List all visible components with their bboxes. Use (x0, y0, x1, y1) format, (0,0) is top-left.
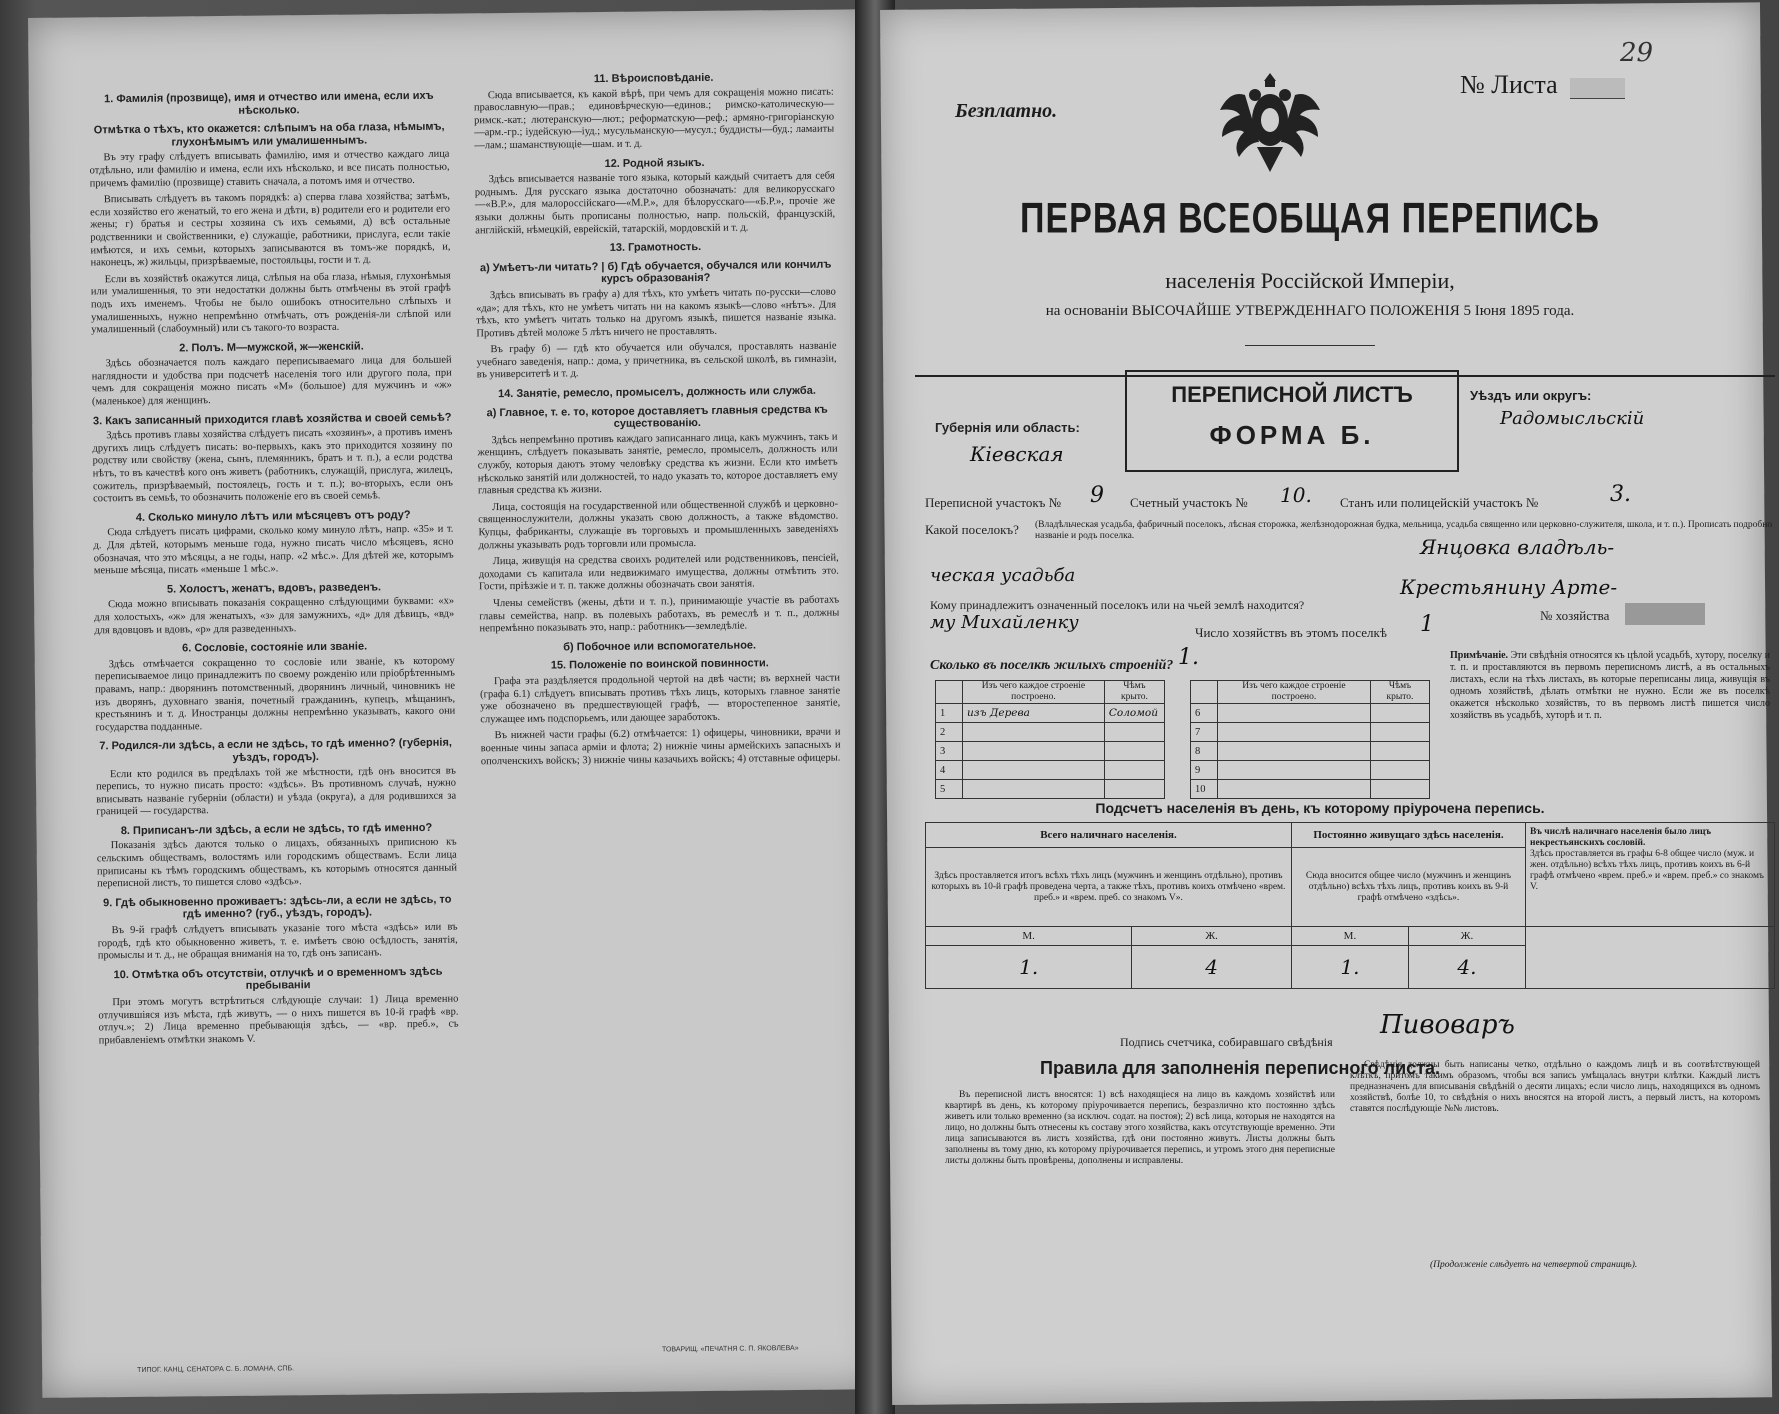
stan-value: 3. (1610, 482, 1631, 507)
resident-f-value: 4. (1408, 946, 1525, 989)
settlement-value-2: ческая усадьба (930, 565, 1076, 586)
instruction-paragraph: Здѣсь противъ главы хозяйства слѣдуетъ писать «хозяинъ», а противъ именъ другихъ лицъ слѣдуетъ писать: во-первыхъ, какъ это приходится хозяину по родству или свойству (жена, сынъ, племянникъ, братъ и т. п.), а если родства нѣтъ, то въ качествѣ кого онъ живетъ (работникъ, служащій, прислуга, жилецъ, сожитель, призрѣваемый, постоялецъ, гость и т. п.); во-вторыхъ, если онъ состоитъ въ семьѣ, то обозначить положеніе его въ своей семьѣ. (92, 426, 453, 505)
count-section-label: Счетный участокъ № (1130, 495, 1248, 510)
count-title: Подсчетъ населенія въ день, къ которому пріурочена перепись. (1095, 800, 1545, 816)
instruction-paragraph: Лица, состоящія на государственной или общественной службѣ и церковно-священнослужители, должны указать свою должность, а также вѣдомство. Купцы, фабриканты, служащіе въ торговыхъ и промышленныхъ заведеніяхъ должны указывать родъ торговли или промысла. (478, 498, 839, 551)
dwelling-row (936, 704, 1165, 723)
dwelling-row (1191, 723, 1430, 742)
dwellings-note (1450, 650, 1770, 722)
note-title: Примѣчаніе. (1450, 650, 1509, 661)
dwelling-material (963, 780, 1105, 799)
dwellings-value: 1. (1178, 645, 1199, 670)
province-value: Кіевская (970, 442, 1064, 466)
dwelling-row (1191, 780, 1430, 799)
owner-label: Кому принадлежитъ означенный поселокъ или на чьей землѣ находится? (930, 598, 1305, 612)
settlement-value-1: Янцовка владѣль- (1420, 535, 1615, 559)
nonlocal-text: Здѣсь проставляется въ графы 6-8 общее число (муж. и жен. отдѣльно) всѣхъ тѣхъ лицъ, противъ коихъ въ 6-й графѣ отмѣчено «врем. преб.» и «врем. преб.» со знакомъ V. (1530, 849, 1764, 892)
resident-text: Сюда вносится общее число (мужчинъ и женщинъ отдѣльно) всѣхъ тѣхъ лицъ, противъ коихъ въ 9-й графѣ отмѣчено «здѣсь». (1291, 848, 1525, 927)
instruction-heading: а) Умѣетъ-ли читать? | б) Гдѣ обучается, обучался или кончилъ курсъ образованія? (479, 258, 832, 286)
dwelling-roof (1104, 780, 1164, 799)
instruction-heading: 7. Родился-ли здѣсь, а если не здѣсь, то гдѣ именно? (губернія, уѣздъ, городъ). (99, 736, 452, 764)
form-title-1: ПЕРЕПИСНОЙ ЛИСТЪ (1171, 382, 1413, 407)
dwelling-material (963, 723, 1105, 742)
present-m-label: М. (926, 927, 1132, 946)
sheet-number-label: № Листа (1460, 70, 1558, 99)
resident-m-value: 1. (1291, 946, 1408, 989)
instruction-paragraph: Показанія здѣсь даются только о лицахъ, обязанныхъ приписною къ сельскимъ обществамъ, волостямъ или городскимъ обществамъ. Если лица приписаны къ тѣмъ городскимъ обществамъ, къ которымъ относятся данный переписной листъ, то пишется слово «здѣсь». (96, 837, 457, 890)
rules-column-1: Въ переписной листъ вносятся: 1) всѣ находящіеся на лицо въ каждомъ хозяйствѣ или квартирѣ въ день, къ которому пріурочивается перепись, безразлично кто постоянно здѣсь живетъ или только временно (за исключ. содат. на постоя); 2) всѣ лица, которыя не находятся на лицо, но должны быть отнесены къ составу этого хозяйства, какъ отсутствующіе временно. Эти лица записываются въ листъ хозяйства, гдѣ они постоянно живутъ. Листы должны быть заполнены въ тому дню, къ которому пріурочивается перепись, и утромъ этого дня переписные листы должны быть провѣрены, дополнены и исправлены. (945, 1090, 1335, 1166)
dwelling-number: 9 (1191, 761, 1218, 780)
dwelling-roof (1370, 742, 1429, 761)
signature-value: Пивоваръ (1380, 1010, 1515, 1040)
free-label: Безплатно. (955, 100, 1058, 122)
dwelling-material (1218, 780, 1371, 799)
printer-imprint-left: ТИПОГ. КАНЦ. СЕНАТОРА С. Б. ЛОМАНА, СПБ. (137, 1365, 295, 1374)
present-text: Здѣсь проставляется итогъ всѣхъ тѣхъ лицъ (мужчинъ и женщинъ отдѣльно), противъ которыхъ въ 10-й графѣ проведена черта, а также тѣхъ, противъ коихъ отмѣчено «врем. преб.» и «врем. преб. со знакомъ V». (926, 848, 1292, 927)
instruction-paragraph: При этомъ могутъ встрѣтиться слѣдующіе случаи: 1) Лица временно отлучившіяся изъ мѣста, гдѣ живутъ, — о нихъ пишется въ 10-й графѣ «вр. отлуч.»; 2) Лица временно пребывающія здѣсь, — «вр. преб.», съ прибавленіемъ отмѣтки знакомъ V. (98, 993, 459, 1047)
census-title: ПЕРВАЯ ВСЕОБЩАЯ ПЕРЕПИСЬ (1020, 195, 1600, 243)
count-section-value: 10. (1280, 483, 1312, 507)
dwelling-number: 1 (936, 704, 963, 723)
dwelling-number: 4 (936, 761, 963, 780)
instruction-paragraph: Въ графу б) — гдѣ кто обучается или обучался, проставлять названіе учебнаго заведенія, напр.: дома, у причетника, въ сельской школѣ, въ гимназіи, въ университетѣ и т. д. (476, 340, 837, 381)
dwelling-material (1218, 704, 1371, 723)
dwelling-number: 5 (936, 780, 963, 799)
dwelling-material (963, 742, 1105, 761)
dwelling-number: 10 (1191, 780, 1218, 799)
dwelling-row (936, 761, 1165, 780)
instruction-heading: 5. Холостъ, женатъ, вдовъ, разведенъ. (166, 581, 382, 596)
dwelling-roof (1104, 723, 1164, 742)
dwellings-table-right (1190, 680, 1430, 799)
household-no-label: № хозяйства (1540, 608, 1610, 623)
instruction-heading: 11. Вѣроисповѣданіе. (593, 71, 714, 86)
province-label: Губернія или область: (935, 420, 1080, 435)
instruction-heading: 6. Сословіе, состояніе или званіе. (182, 640, 368, 655)
dw-col-material-2: Изъ чего каждое строеніе построено. (1218, 681, 1371, 704)
sheet-number-field (1570, 78, 1625, 99)
instruction-heading: 1. Фамилія (прозвище), имя и отчество или имена, если ихъ нѣсколько. (104, 89, 434, 117)
census-basis: на основаніи ВЫСОЧАЙШЕ УТВЕРЖДЕННАГО ПОЛОЖЕНІЯ 5 Іюня 1895 года. (1045, 303, 1575, 319)
population-count-table (925, 822, 1775, 989)
dw-col-material: Изъ чего каждое строеніе построено. (963, 681, 1105, 704)
dwelling-row (936, 780, 1165, 799)
instruction-paragraph: Сюда вписывается, къ какой вѣрѣ, при чемъ для сокращенія можно писать: православную—прав.; единовѣрческую—единов.; римско-католическую—римск.-кат.; лютеранскую—лют.; реформатскую—реф.; армяно-григоріанскую—арм.-гр.; іудейскую—іуд.; мусульманскую—мусул.; буддисты—буд.; ламаиты—лам.; шаманствующіе—шам. и т. д. (473, 86, 835, 152)
instruction-paragraph: Сюда можно вписывать показанія сокращенно слѣдующими буквами: «х» для холостыхъ, «ж» для женатыхъ, «з» для замужнихъ, «д» для дѣвицъ, «вд» для вдовцовъ и вдовъ, «р» для разведенныхъ. (94, 595, 455, 636)
instruction-paragraph: Здѣсь обозначается полъ каждаго переписываемаго лица для большей наглядности и удобства при подсчетѣ населенія того или другого пола, при чемъ для сокращенія можно писать «М» (большое) для мужчинъ и «ж» (маленькое) для женщинъ. (91, 354, 452, 408)
dw-col-roof: Чѣмъ крыто. (1104, 681, 1164, 704)
household-no-redaction (1625, 603, 1705, 625)
dwelling-roof (1104, 742, 1164, 761)
dwelling-roof (1370, 780, 1429, 799)
dwelling-material (1218, 723, 1371, 742)
divider (1245, 345, 1375, 346)
households-label: Число хозяйствъ въ этомъ поселкѣ (1195, 625, 1387, 640)
instruction-heading: 10. Отмѣтка объ отсутствіи, отлучкѣ и о временномъ здѣсь пребываніи (113, 965, 443, 993)
imperial-eagle-emblem (1215, 65, 1325, 180)
instruction-heading: 12. Родной языкъ. (604, 156, 705, 170)
dwelling-row (936, 742, 1165, 761)
instruction-paragraph: Здѣсь вписывается названіе того языка, который каждый считаетъ для себя роднымъ. Для русскаго языка достаточно обозначать: для великорусскаго—«В.Р.», для малороссійскаго—«М.Р.», для бѣлорусскаго—«Б.Р.», прочіе же языки должны быть прописаны полностью, напр. польскій, французскій, англійскій, нѣмецкій, еврейскій, татарскій, мордовскій и т. д. (474, 170, 836, 236)
instruction-paragraph: Въ 9-й графѣ слѣдуетъ вписывать указаніе того мѣста «здѣсь» или въ городѣ, гдѣ кто обыкновенно живетъ, т. е. имѣетъ свою осѣдлость, занятія, промыслы и т. д., не обращая вниманія на то, гдѣ онъ записанъ. (97, 921, 458, 962)
instruction-paragraph: Въ нижней части графы (6.2) отмѣчается: 1) офицеры, чиновники, врачи и военные чины запаса арміи и флота; 2) нижніе чины армейскихъ запасныхъ и ополченскихъ войскъ; 3) нижніе чины казачьихъ войскъ; 4) отставные офицеры. (480, 726, 841, 767)
rules-title: Правила для заполненія переписного листа. (1040, 1058, 1441, 1078)
owner-value-2: му Михайленку (930, 612, 1079, 633)
dwelling-roof (1370, 761, 1429, 780)
dwelling-number: 8 (1191, 742, 1218, 761)
left-page (28, 9, 882, 1398)
resident-title: Постоянно живущаго здѣсь населенія. (1291, 823, 1525, 848)
present-title: Всего наличнаго населенія. (926, 823, 1292, 848)
instruction-heading: 4. Сколько минуло лѣтъ или мѣсяцевъ отъ роду? (135, 508, 411, 524)
dwelling-row (1191, 704, 1430, 723)
instruction-heading: а) Главное, т. е. то, которое доставляетъ главныя средства къ существованію. (486, 403, 828, 431)
dwelling-row (936, 723, 1165, 742)
settlement-note: (Владѣльческая усадьба, фабричный поселокъ, лѣсная сторожка, желѣзнодорожная будка, мельница, усадьба священно или церковно-служителя, школа, и т. п.). Прописать подробно названіе и родъ поселка. (1035, 520, 1773, 541)
stan-label: Станъ или полицейскій участокъ № (1340, 495, 1539, 510)
dwellings-label: Сколько въ поселкѣ жилыхъ строеній? (930, 658, 1174, 673)
dwellings-table-left (935, 680, 1165, 799)
census-subtitle: населенія Россійской Имперіи, (1165, 268, 1455, 293)
instruction-heading: 9. Гдѣ обыкновенно проживаетъ: здѣсь-ли, а если не здѣсь, то гдѣ именно? (губ., уѣздъ, городъ). (103, 893, 452, 921)
dwelling-number: 3 (936, 742, 963, 761)
present-f-value: 4 (1132, 946, 1292, 989)
dwelling-row (1191, 742, 1430, 761)
instruction-heading: 13. Грамотность. (609, 241, 702, 255)
instruction-heading: 14. Занятіе, ремесло, промыселъ, должность или служба. (497, 384, 816, 401)
rules-continued: (Продолженіе слѣдуетъ на четвертой страницѣ). (1430, 1260, 1638, 1270)
dwelling-roof (1370, 704, 1429, 723)
note-text: Эти свѣдѣнія относятся къ цѣлой усадьбѣ, хутору, поселку и т. п. и проставляются въ первомъ переписномъ листѣ, а въ остальныхъ листахъ, если на тѣхъ листахъ, въ которые переписаны лица, живущія въ одномъ хозяйствѣ, дѣлать отмѣтки не нужно. Если же въ поселкѣ окажется нѣсколько хозяйствъ, то въ первомъ листѣ пишется число хозяйствъ въ усадьбѣ, хуторѣ и т. п. (1450, 650, 1770, 721)
instruction-heading: 2. Полъ. М—мужской, ж—женскій. (179, 340, 364, 355)
district-label: Уѣздъ или округъ: (1470, 388, 1592, 403)
instruction-paragraph: Здѣсь непремѣнно противъ каждаго записаннаго лица, какъ мужчинъ, такъ и женщинъ, слѣдуетъ показывать занятіе, ремесло, промыселъ, должность или службу, которыя даютъ этому человѣку средства къ жизни. Если кто имѣетъ нѣсколько занятій или должностей, то надо указать то, которое доставляетъ ему главныя средства къ жизни. (477, 431, 838, 497)
instruction-heading: 8. Приписанъ-ли здѣсь, а если не здѣсь, то гдѣ именно? (120, 821, 433, 837)
nonlocal-title: Въ числѣ наличнаго населенія было лицъ некрестьянскихъ сословій. (1530, 827, 1711, 848)
sheet-number-pencil: 29 (1620, 38, 1654, 68)
instruction-paragraph: Лица, живущія на средства своихъ родителей или родственниковъ, пенсіей, доходами съ капитала или недвижимаго имущества, должны отмѣтить это. Гости, пріѣзжіе и т. п. также должны обозначать свои занятія. (478, 552, 839, 593)
present-m-value: 1. (926, 946, 1132, 989)
instruction-paragraph: Члены семействъ (жены, дѣти и т. п.), принимающіе участіе въ работахъ главы семейства, напр. въ полевыхъ работахъ, въ ремеслѣ и т. п., должны непремѣнно показывать это, напр.: работникъ—земледѣліе. (479, 594, 840, 635)
instruction-paragraph: Если въ хозяйствѣ окажутся лица, слѣпыя на оба глаза, нѣмыя, глухонѣмыя или умалишенныя, то эти недостатки должны быть отмѣчены въ этой графѣ подъ ихъ именемъ. Чтобы не было ошибокъ относительно слѣпыхъ и умалишенныхъ, нужно непремѣнно отмѣчать, отъ рожденія-ли слѣпой или умалишенный (слабоумный) или съ такого-то возраста. (90, 270, 452, 336)
dwelling-number: 2 (936, 723, 963, 742)
left-column-1 (89, 84, 459, 1052)
instruction-paragraph: Здѣсь отмѣчается сокращенно то сословіе или званіе, къ которому переписываемое лицо принадлежитъ по своему рожденію или пріобрѣтеннымъ правамъ, напр.: дворянинъ потомственный, дворянинъ личный, чиновникъ не изъ дворянъ, духовнаго званія, почетный гражданинъ, купецъ, мѣщанинъ, крестьянинъ и т. д. Иностранцы должны непремѣнно указывать, какого они государства подданные. (94, 655, 456, 734)
dwelling-material (963, 761, 1105, 780)
dwelling-material: изъ Дерева (963, 704, 1105, 723)
instruction-heading: Отмѣтка о тѣхъ, кто окажется: слѣпымъ на оба глаза, нѣмымъ, глухонѣмымъ или умалишеннымъ. (93, 120, 445, 149)
instruction-paragraph: Если кто родился въ предѣлахъ той же мѣстности, гдѣ онъ вносится въ перепись, то нужно писать просто: «здѣсь». Въ противномъ случаѣ, нужно вписывать названіе губерніи (области) и уѣзда (округа), а для родившихся за границей — государства. (95, 765, 457, 818)
dwelling-roof: Соломой (1104, 704, 1164, 723)
form-title-2: ФОРМА Б. (1209, 420, 1375, 450)
instruction-paragraph: Въ эту графу слѣдуетъ вписывать фамилію, имя и отчество каждаго лица отдѣльно, или фамилію и имена, если ихъ нѣсколько, и все писать полностью, причемъ фамилію (прозвище) ставить сначала, а потомъ имя и отчество. (89, 148, 450, 189)
instruction-heading: 15. Положеніе по воинской повинности. (550, 657, 769, 672)
owner-value-1: Крестьянину Арте- (1400, 575, 1618, 599)
left-column-2 (474, 65, 841, 773)
dwelling-material (1218, 742, 1371, 761)
dwelling-row (1191, 761, 1430, 780)
instruction-paragraph: Здѣсь вписывать въ графу а) для тѣхъ, кто умѣетъ читать по-русски—слово «да»; для тѣхъ, кто не умѣетъ читать ни на какомъ языкѣ—слово «нѣтъ». Для тѣхъ, кто умѣетъ читать только на другомъ языкѣ, пишется названіе языка. Противъ дѣтей моложе 5 лѣтъ ничего не проставлять. (476, 286, 837, 340)
instruction-heading: б) Побочное или вспомогательное. (563, 639, 757, 654)
resident-m-label: М. (1291, 927, 1408, 946)
district-value: Радомысльскій (1500, 408, 1645, 429)
census-section-value: 9 (1090, 483, 1104, 508)
rules-column-2: Свѣдѣнія должны быть написаны четко, отдѣльно о каждомъ лицѣ и въ соотвѣтствующей клѣткѣ, притомъ такимъ образомъ, чтобы вся запись умѣщалась внутри клѣтки. Каждый листъ предназначенъ для вписыванія свѣдѣній о десяти лицахъ; если число лицъ, находящихся въ одномъ хозяйствѣ, болѣе 10, то свѣдѣнія о нихъ вносятся на второй листъ, а первый листъ, на которомъ ставятся послѣдующіе №№ листовъ. (1350, 1060, 1760, 1114)
dwelling-roof (1104, 761, 1164, 780)
census-section-label: Переписной участокъ № (925, 495, 1062, 510)
instruction-paragraph: Сюда слѣдуетъ писать цифрами, сколько кому минуло лѣтъ, напр. «35» и т. д. Для дѣтей, которымъ меньше года, нужно писать число мѣсяцевъ, ясно обозначая, что это мѣсяцы, а не годы, напр. «2 мѣс.». Для дѣтей же, которымъ меньше мѣсяца, писать «меньше 1 мѣс.». (93, 523, 454, 577)
signature-label: Подпись счетчика, собиравшаго свѣдѣнія (1120, 1035, 1333, 1049)
dwelling-number: 7 (1191, 723, 1218, 742)
dwelling-material (1218, 761, 1371, 780)
dwelling-number: 6 (1191, 704, 1218, 723)
settlement-label: Какой поселокъ? (925, 522, 1019, 537)
printer-imprint-right: ТОВАРИЩ. «ПЕЧАТНЯ С. П. ЯКОВЛЕВА» (661, 1345, 799, 1354)
dw-col-roof-2: Чѣмъ крыто. (1370, 681, 1429, 704)
dwelling-roof (1370, 723, 1429, 742)
present-f-label: Ж. (1132, 927, 1292, 946)
households-value: 1 (1420, 612, 1434, 637)
instruction-paragraph: Графа эта раздѣляется продольной чертой на двѣ части; въ верхней части (графа 6.1) слѣдуетъ вписывать противъ тѣхъ лицъ, которыхъ главное занятіе уже обозначено въ предшествующей графѣ, — второстепенное занятіе, служащее имъ подспорьемъ, или дающее заработокъ. (480, 672, 841, 726)
resident-f-label: Ж. (1408, 927, 1525, 946)
instruction-heading: 3. Какъ записанный приходится главѣ хозяйства и своей семьѣ? (92, 411, 452, 427)
instruction-paragraph: Вписывать слѣдуетъ въ такомъ порядкѣ: а) сперва глава хозяйства; затѣмъ, если хозяйство его женатый, то его жена и дѣти, в) родители его и родители его жены; г) братья и сестры хозяина съ ихъ семьями, д) всѣ остальные родственники и свойственники, е) служащіе, работники, прислуга, если такіе имѣются, и ихъ семьи, которыхъ записываются въ томъ-же порядкѣ, и, наконецъ, ж) жильцы, призрѣваемые, постояльцы, гости и т. д. (89, 190, 451, 269)
